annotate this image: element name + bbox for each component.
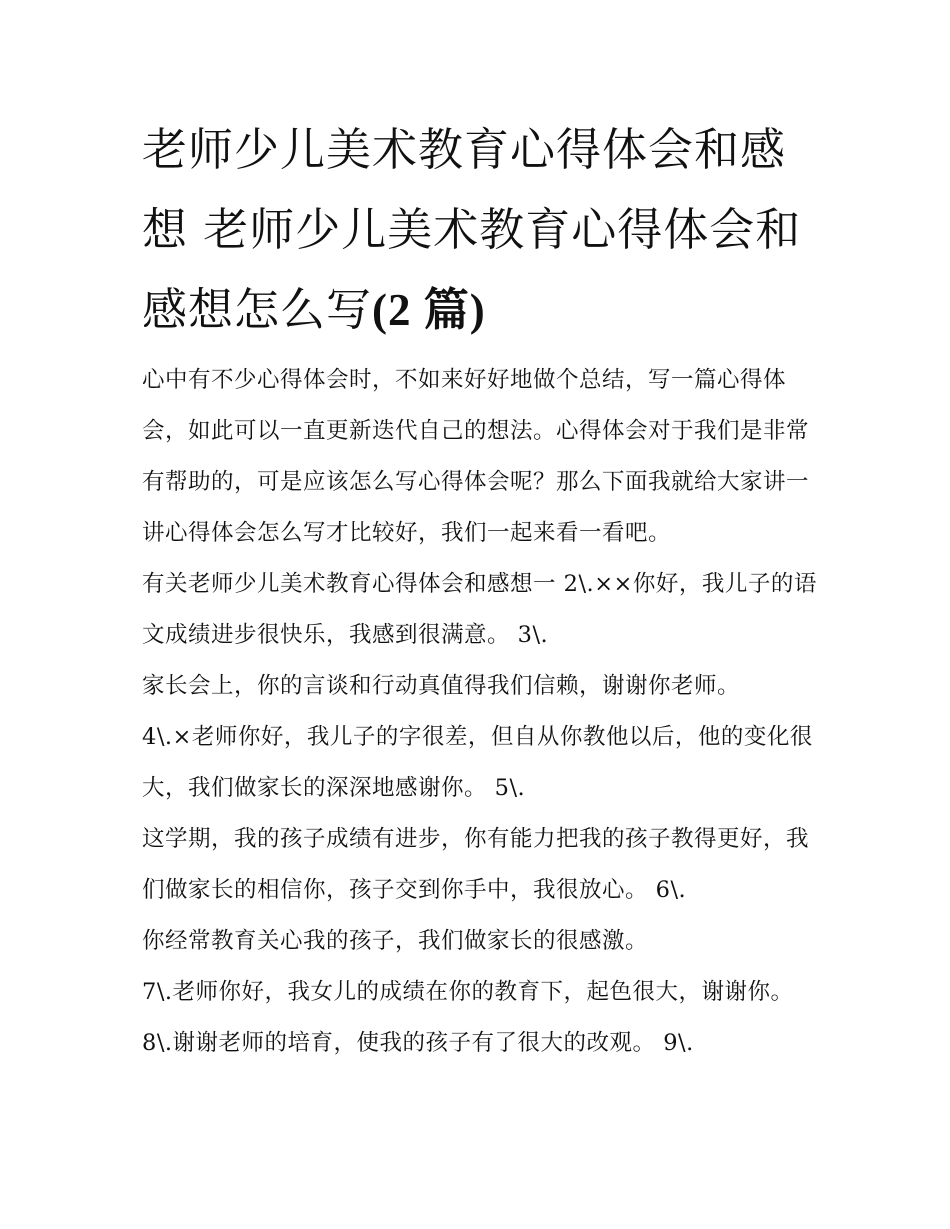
document-title	[142, 110, 822, 350]
paragraph-5: 你经常教育关心我的孩子，我们做家长的很感激。	[142, 928, 649, 954]
paragraph-intro: 心中有不少心得体会时，不如来好好地做个总结，写一篇心得体会，如此可以一直更新迭代自己的想法。心得体会对于我们是非常有帮助的，可是应该怎么写心得体会呢？那么下面我就给大家讲一讲心得体会怎么写才比较好，我们一起来看一看吧。	[142, 367, 810, 546]
paragraph-2: 家长会上，你的言谈和行动真值得我们信赖，谢谢你老师。	[142, 673, 741, 699]
title-main-text: 老师少儿美术教育心得体会和感想 老师少儿美术教育心得体会和感想怎么写	[142, 123, 802, 336]
paragraph-3: 4\.×老师你好，我儿子的字很差，但自从你教他以后，他的变化很大，我们做家长的深深地感谢你。 5\.	[142, 724, 813, 801]
paragraph-4: 这学期，我的孩子成绩有进步，你有能力把我的孩子教得更好，我们做家长的相信你，孩子交到你手中，我很放心。 6\.	[142, 826, 810, 903]
paragraph-1: 有关老师少儿美术教育心得体会和感想一 2\.××你好，我儿子的语文成绩进步很快乐，我感到很满意。 3\.	[142, 571, 817, 648]
paragraph-6: 7\.老师你好，我女儿的成绩在你的教育下，起色很大，谢谢你。 8\.谢谢老师的培育，使我的孩子有了很大的改观。 9\.	[142, 979, 794, 1056]
title-suffix-text: (2 篇)	[372, 285, 486, 335]
document-body	[142, 355, 822, 1069]
